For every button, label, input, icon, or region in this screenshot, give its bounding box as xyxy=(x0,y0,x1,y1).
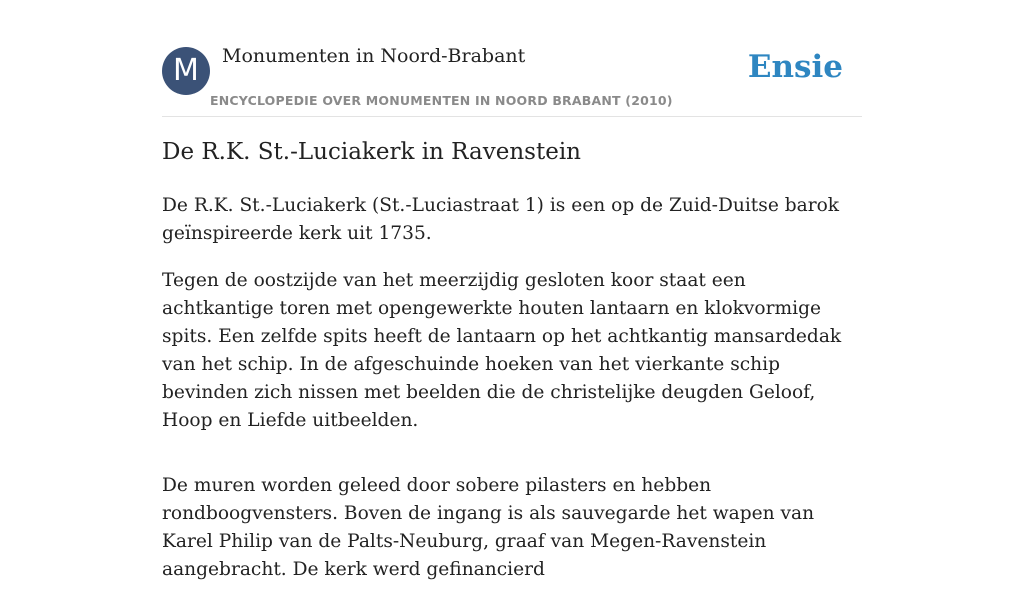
article-body xyxy=(162,192,862,603)
source-title-link[interactable]: Monumenten in Noord-Brabant xyxy=(222,45,526,67)
source-subtitle: ENCYCLOPEDIE OVER MONUMENTEN IN NOORD BRABANT (2010) xyxy=(210,93,673,108)
article-paragraph-3: De muren worden geleed door sobere pilasters en hebben rondboogvensters. Boven de ingang is als sauvegarde het wapen van Karel Philip van de Palts-Neuburg, graaf van Megen-Ravenstein aangebracht. De kerk werd gefinancierd xyxy=(162,475,815,580)
source-avatar[interactable]: M xyxy=(162,47,210,95)
source-header xyxy=(162,44,862,117)
article-paragraph-1: De R.K. St.-Luciakerk (St.-Luciastraat 1) is een op de Zuid-Duitse barok geïnspireerde kerk uit 1735. xyxy=(162,195,840,244)
ensie-logo[interactable]: Ensie xyxy=(747,49,843,85)
article-paragraph-2: Tegen de oostzijde van het meerzijdig gesloten koor staat een achtkantige toren met opengewerkte houten lantaarn en klokvormige spits. Een zelfde spits heeft de lantaarn op het achtkantig mansardedak van het schip. In de afgeschuinde hoeken van het vierkante schip bevinden zich nissen met beelden die de christelijke deugden Geloof, Hoop en Liefde uitbeelden. xyxy=(162,270,842,431)
article-title: De R.K. St.-Luciakerk in Ravenstein xyxy=(162,139,581,165)
